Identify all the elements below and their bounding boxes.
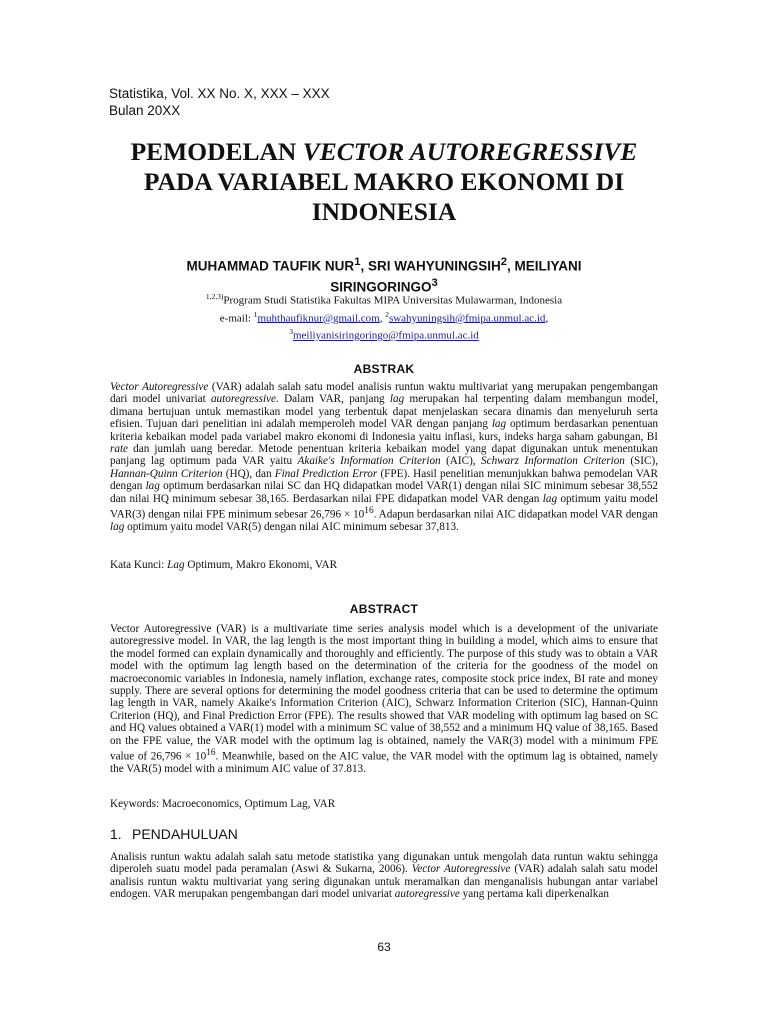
affiliation-line: $^{1,2,3)}$Program Studi Statistika Fakultas MIPA Universitas Mulawarman, Indonesia — [205, 292, 563, 307]
section-number: 1. — [110, 826, 122, 842]
abstract-body: Vector Autoregressive (VAR) is a multivariate time series analysis model which is a development of the univariate autoregressive model. In VAR, the lag length is the most important thing in building a model, which aims to ensure that the model formed can explain dynamically and thoroughly and efficiently. The purpose of this study was to obtain a VAR model with the optimum lag length based on the determination of the criteria for the goodness of the model on macroeconomic variables in Indonesia, namely inflation, exchange rates, composite stock price index, BI rate and money supply. There are several options for determining the model goodness criteria that can be used to determine the optimum lag length in VAR, namely Akaike's Information Criterion (AIC), Schwarz Information Criterion (SIC), Hannan-Quinn Criterion (HQ), and Final Prediction Error (FPE). The results showed that VAR modeling with optimum lag based on SC and HQ values obtained a VAR(1) model with a minimum SC value of 38,552 and a minimum HQ value of 38,165. Based on the FPE value, the VAR model with the optimum lag is obtained, namely the VAR(3) model with a minimum FPE value of $26,796 \times 10^{16}$. Meanwhile, based on the AIC value, the VAR model with the optimum lag is obtained, namely the VAR(5) model with a minimum AIC value of 37.813. — [110, 623, 658, 776]
page-number: 63 — [377, 940, 391, 954]
kata-kunci: Kata Kunci: Lag Optimum, Makro Ekonomi, VAR — [110, 559, 338, 571]
journal-citation: Statistika, Vol. XX No. X, XXX – XXX — [109, 86, 330, 101]
email-line: e-mail: $^1$muhthaufiknur@gmail.com, $^2$swahyuningsih@fmipa.unmul.ac.id, — [219, 309, 549, 325]
author-list: MUHAMMAD TAUFIK NUR$^1$, SRI WAHYUNINGSIH$^2$, MEILIYANI SIRINGORINGO$^3$ — [186, 256, 582, 294]
keywords: Keywords: Macroeconomics, Optimum Lag, VAR — [110, 798, 336, 810]
author-name: MUHAMMAD TAUFIK NUR — [186, 258, 355, 274]
journal-header — [109, 85, 330, 119]
email-line: $^3$meiliyanisiringoringo@fmipa.unmul.ac.id — [289, 327, 479, 342]
abstract-heading: ABSTRACT — [349, 602, 419, 616]
abstrak-body: Vector Autoregressive (VAR) adalah salah satu model analisis runtun waktu multivariat yang merupakan pengembangan dari model univariat autoregressive. Dalam VAR, panjang lag merupakan hal terpenting dalam membangun model, dimana bertujuan untuk memastikan model yang terbentuk dapat menjelaskan secara dinamis dan menyeluruh serta efisien. Tujuan dari penelitian ini adalah memperoleh model VAR dengan panjang lag optimum berdasarkan penentuan kriteria kebaikan model pada variabel makro ekonomi di Indonesia yaitu inflasi, kurs, indeks harga saham gabungan, BI rate dan jumlah uang beredar. Metode penentuan kriteria kebaikan model yang dapat digunakan untuk menentukan panjang lag optimum pada VAR yaitu Akaike's Information Criterion (AIC), Schwarz Information Criterion (SIC), Hannan-Quinn Criterion (HQ), dan Final Prediction Error (FPE). Hasil penelitian menunjukkan bahwa pemodelan VAR dengan lag optimum berdasarkan nilai SC dan HQ didapatkan model VAR(1) dengan nilai SIC minimum sebesar 38,552 dan nilai HQ minimum sebesar 38,165. Berdasarkan nilai FPE didapatkan model VAR dengan lag optimum yaitu model VAR(3) dengan nilai FPE minimum sebesar $26,796 \times 10^{16}$. Adapun berdasarkan nilai AIC didapatkan model VAR dengan lag optimum yaitu model VAR(5) dengan nilai AIC minimum sebesar 37,813. — [110, 381, 659, 534]
intro-paragraph: Analisis runtun waktu adalah salah satu metode statistika yang digunakan untuk mengolah data runtun waktu sehingga diperoleh suatu model pada peramalan (Aswi & Sukarna, 2006). Vector Autoregressive (VAR) adalah salah satu model analisis runtun waktu multivariat yang sering digunakan untuk meramalkan dan menganalisis hubungan antar variabel endogen. VAR merupakan pengembangan dari model univariat autoregressive yang pertama kali diperkenalkan — [110, 851, 659, 901]
email-link-2[interactable]: swahyuningsih@fmipa.unmul.ac.id — [388, 312, 546, 325]
author-name: SRI WAHYUNINGSIH — [367, 258, 501, 274]
email-link-3[interactable]: meiliyanisiringoringo@fmipa.unmul.ac.id — [292, 329, 479, 342]
affiliation — [110, 290, 658, 343]
abstrak-heading: ABSTRAK — [353, 362, 415, 376]
section-title: PENDAHULUAN — [132, 826, 238, 842]
email-link-1[interactable]: muhthaufiknur@gmail.com — [257, 312, 380, 325]
section-heading — [110, 826, 238, 842]
journal-date: Bulan 20XX — [109, 103, 181, 118]
paper-title: PEMODELAN VECTOR AUTOREGRESSIVE PADA VARIABEL MAKRO EKONOMI DI INDONESIA — [130, 137, 638, 226]
author-name: MEILIYANI SIRINGORINGO — [330, 258, 582, 294]
